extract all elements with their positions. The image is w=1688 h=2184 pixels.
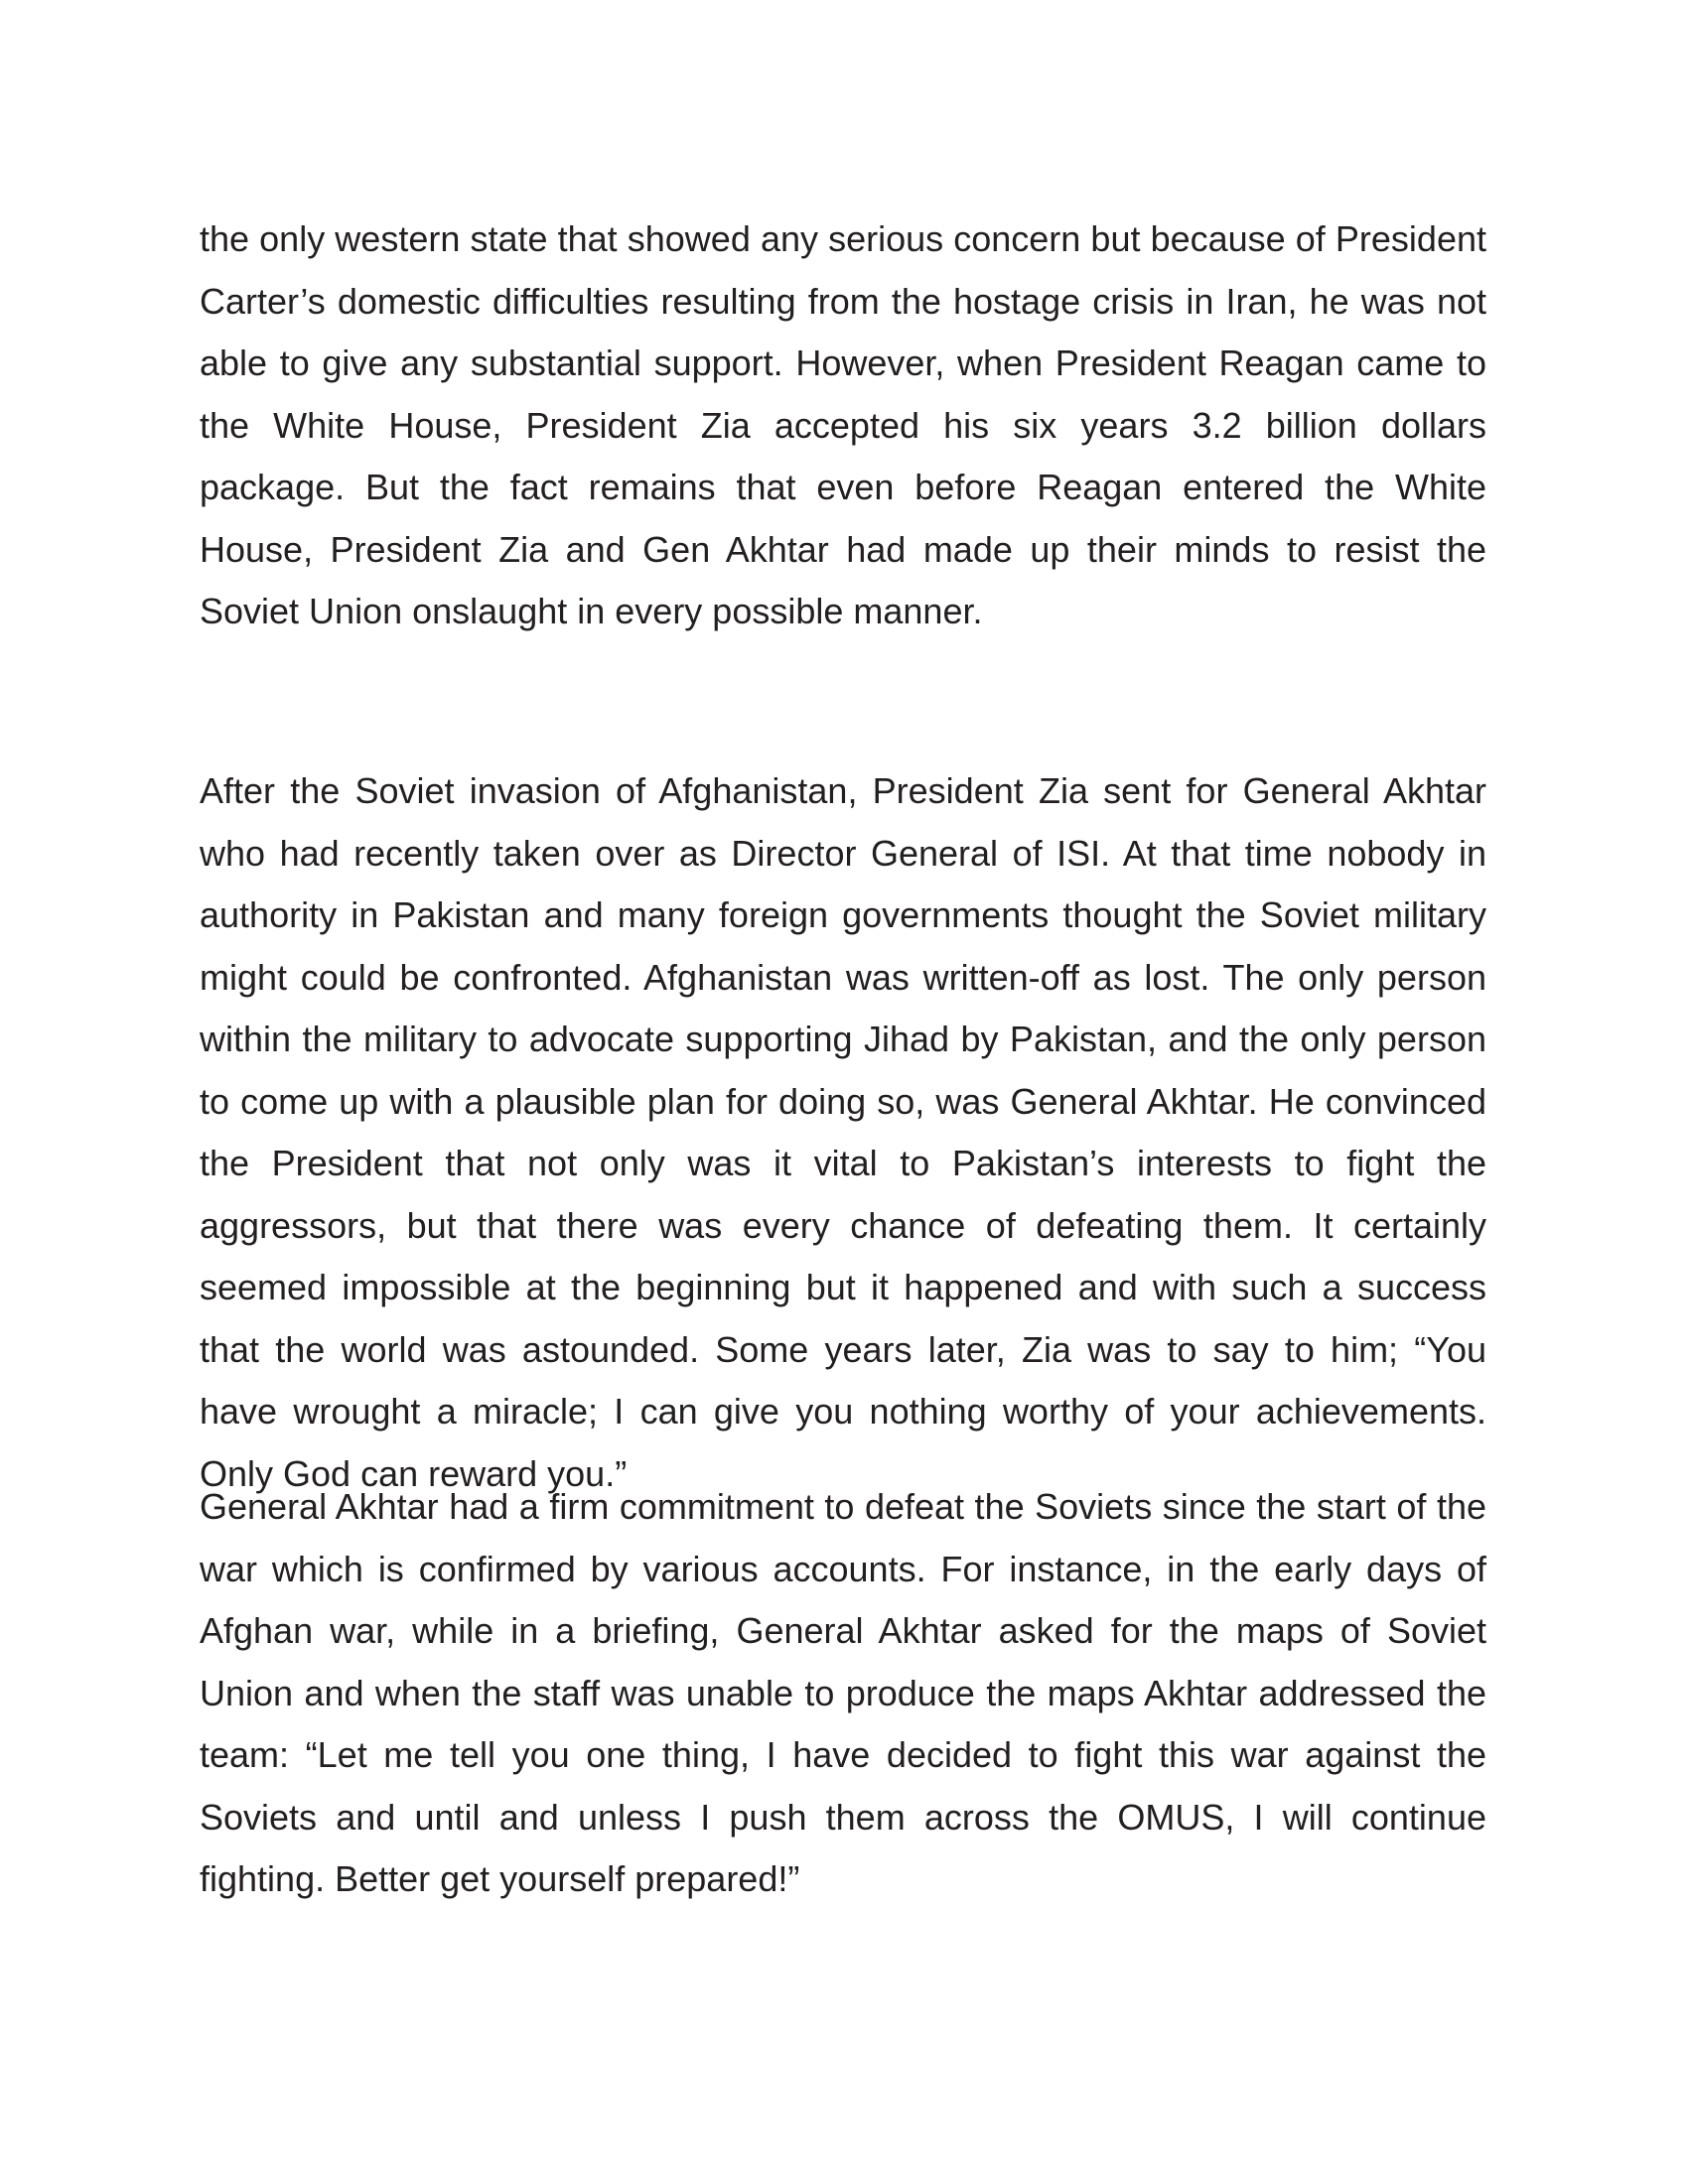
paragraph-1: the only western state that showed any serious concern but because of President Carter’s domestic difficulties resulting from the hostage crisis in Iran, he was not able to give any substantial support. However, when President Reagan came to the White House, President Zia accepted his six years 3.2 billion dollars package. But the fact remains that even before Reagan entered the White House, President Zia and Gen Akhtar had made up their minds to resist the Soviet Union onslaught in every possible manner. — [200, 218, 1486, 631]
paragraph-3: General Akhtar had a firm commitment to defeat the Soviets since the start of the war which is confirmed by various accounts. For instance, in the early days of Afghan war, while in a briefing, General Akhtar asked for the maps of Soviet Union and when the staff was unable to produce the maps Akhtar addressed the team: “Let me tell you one thing, I have decided to fight this war against the Soviets and until and unless I push them across the OMUS, I will continue fighting. Better get yourself prepared!” — [200, 1486, 1486, 1899]
paragraph-2: After the Soviet invasion of Afghanistan, President Zia sent for General Akhtar who had recently taken over as Director General of ISI. At that time nobody in authority in Pakistan and many foreign governments thought the Soviet military might could be confronted. Afghanistan was written-off as lost. The only person within the military to advocate supporting Jihad by Pakistan, and the only person to come up with a plausible plan for doing so, was General Akhtar. He convinced the President that not only was it vital to Pakistan’s interests to fight the aggressors, but that there was every chance of defeating them. It certainly seemed impossible at the beginning but it happened and with such a success that the world was astounded. Some years later, Zia was to say to him; “You have wrought a miracle; I can give you nothing worthy of your achievements. Only God can reward you.” — [200, 770, 1486, 1494]
